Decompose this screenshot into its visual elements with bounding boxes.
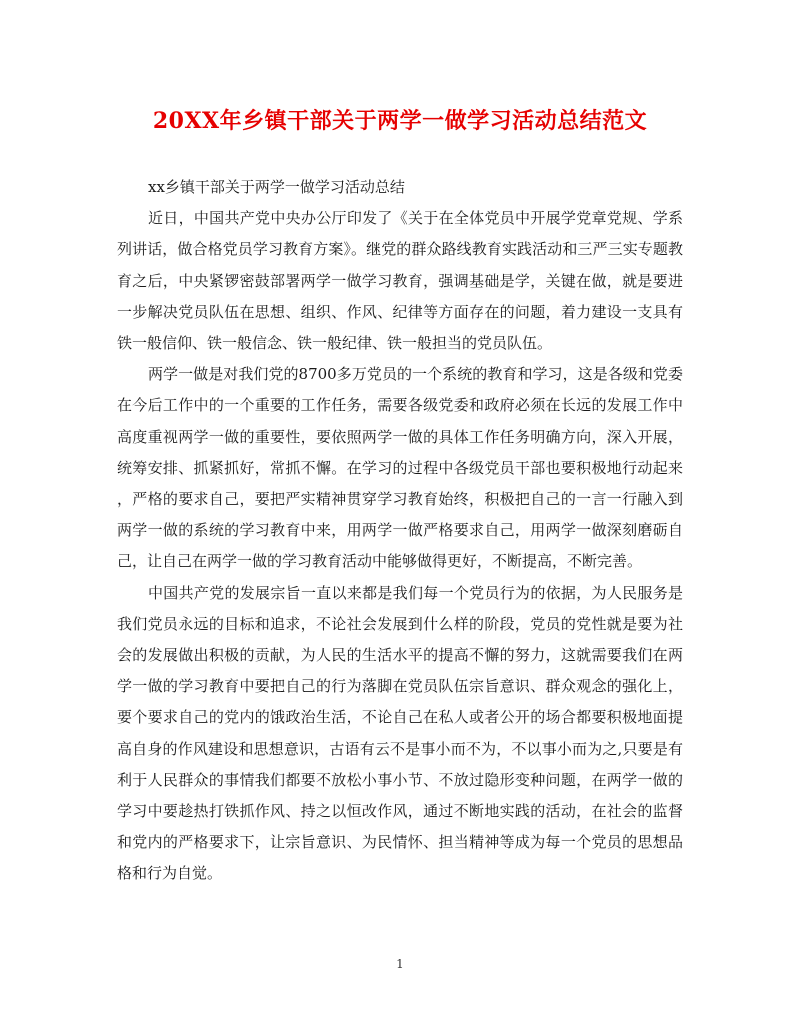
document-body [117, 172, 683, 890]
page-number: 1 [396, 957, 404, 971]
body-paragraph-1: 近日，中国共产党中央办公厅印发了《关于在全体党员中开展学党章党规、学系列讲话，做合格党员学习教育方案》。继党的群众路线教育实践活动和三严三实专题教育之后，中央紧锣密鼓部署两学一做学习教育，强调基础是学，关键在做，就是要进一步解决党员队伍在思想、组织、作风、纪律等方面存在的问题，着力建设一支具有铁一般信仰、铁一般信念、铁一般纪律、铁一般担当的党员队伍。 [117, 209, 683, 353]
body-paragraph-3: 中国共产党的发展宗旨一直以来都是我们每一个党员行为的依据，为人民服务是我们党员永远的目标和追求，不论社会发展到什么样的阶段，党员的党性就是要为社会的发展做出积极的贡献，为人民的生活水平的提高不懈的努力，这就需要我们在两学一做的学习教育中要把自己的行为落脚在党员队伍宗旨意识、群众观念的强化上，要个要求自己的党内的饿政治生活，不论自己在私人或者公开的场合都要积极地面提高自身的作风建设和思想意识，古语有云不是事小而不为，不以事小而为之,只要是有利于人民群众的事情我们都要不放松小事小节、不放过隐形变种问题，在两学一做的学习中要趁热打铁抓作风、持之以恒改作风，通过不断地实践的活动，在社会的监督和党内的严格要求下，让宗旨意识、为民情怀、担当精神等成为每一个党员的思想品格和行为自觉。 [117, 583, 683, 883]
subtitle-paragraph: xx乡镇干部关于两学一做学习活动总结 [148, 178, 405, 196]
body-paragraph-2: 两学一做是对我们党的8700多万党员的一个系统的教育和学习，这是各级和党委在今后工作中的一个重要的工作任务，需要各级党委和政府必须在长远的发展工作中高度重视两学一做的重要性，要依照两学一做的具体工作任务明确方向，深入开展，统筹安排、抓紧抓好，常抓不懈。在学习的过程中各级党员干部也要积极地行动起来，严格的要求自己，要把严实精神贯穿学习教育始终，积极把自己的一言一行融入到两学一做的系统的学习教育中来，用两学一做严格要求自己，用两学一做深刻磨砺自己，让自己在两学一做的学习教育活动中能够做得更好，不断提高，不断完善。 [117, 365, 683, 571]
document-title: 20XX年乡镇干部关于两学一做学习活动总结范文 [152, 108, 648, 134]
